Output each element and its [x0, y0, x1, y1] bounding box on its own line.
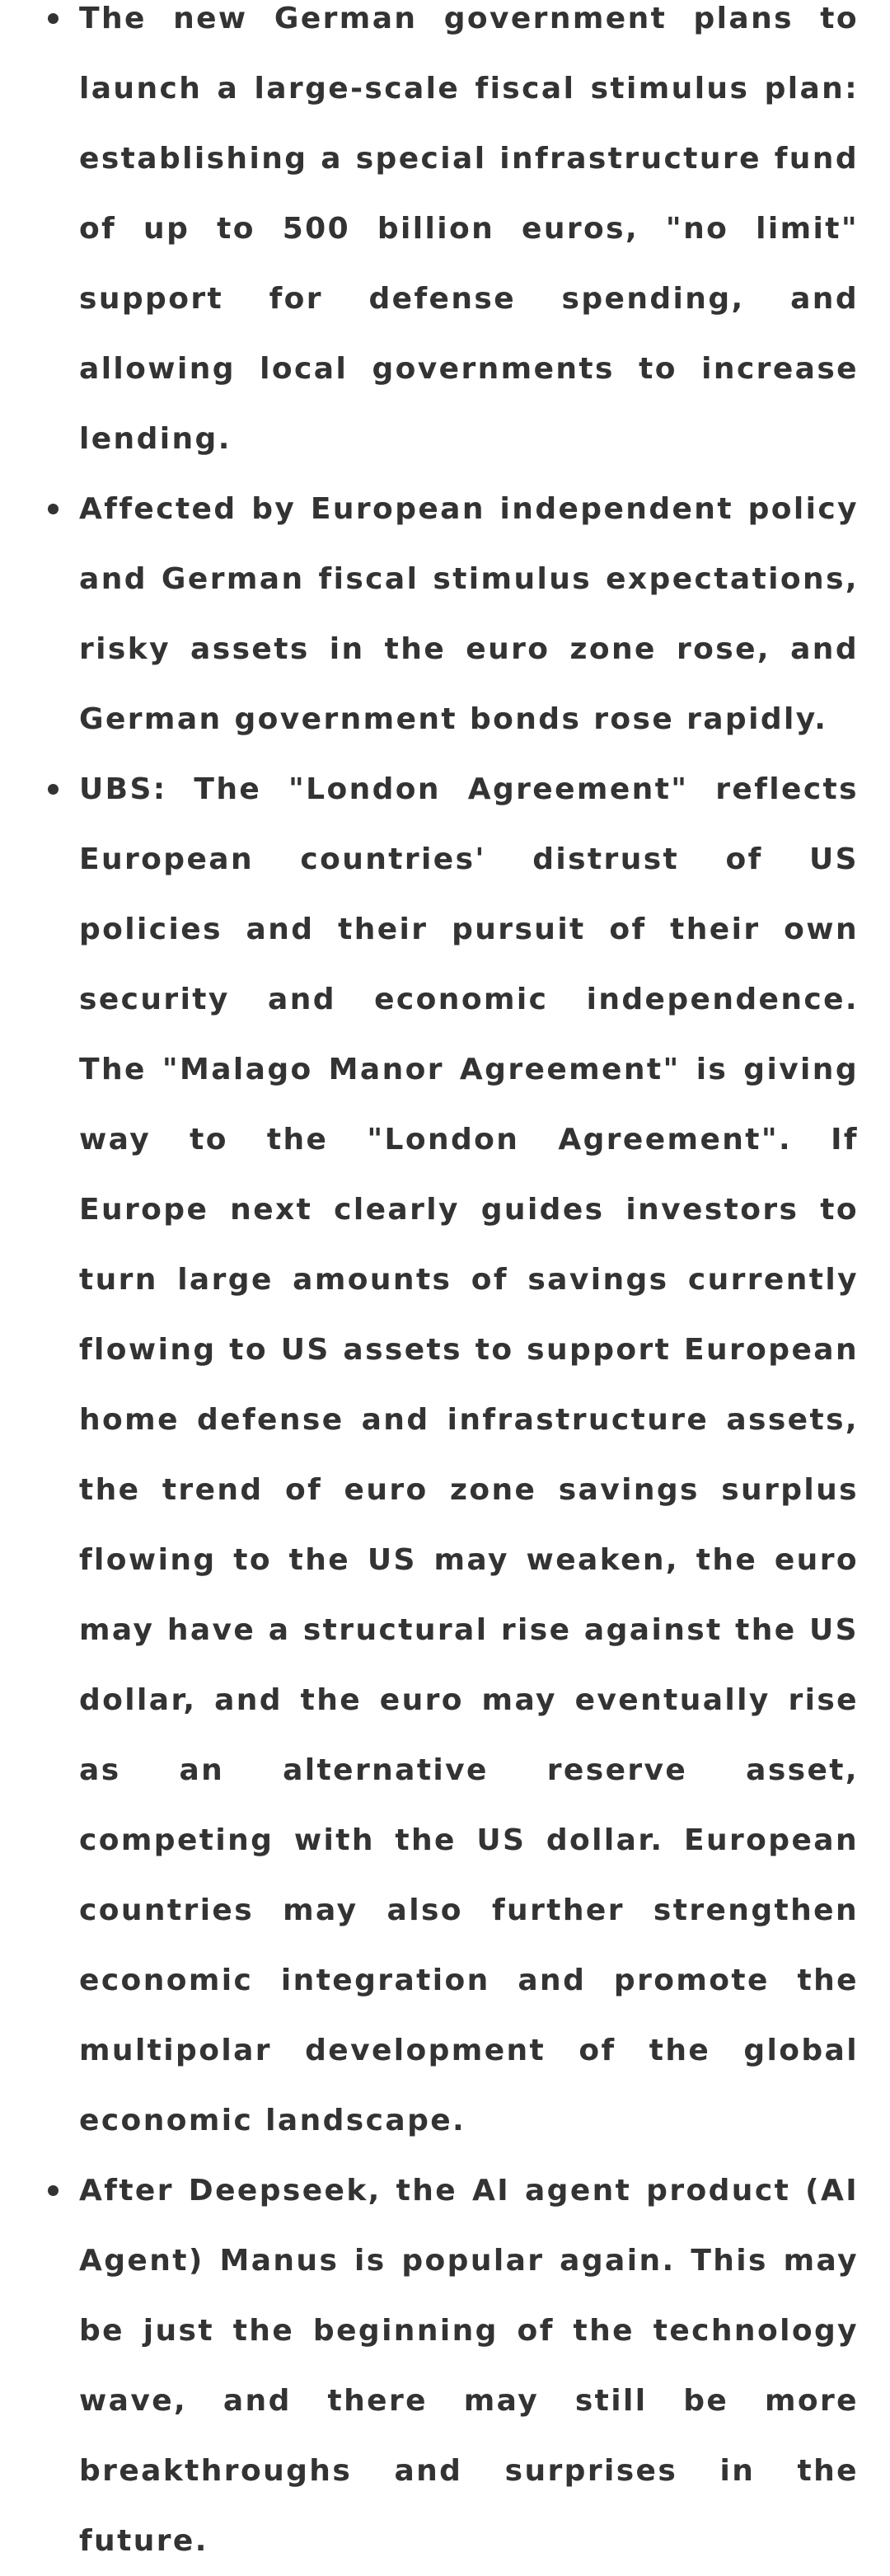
list-item-text: Affected by European independent policy and German fiscal stimulus expectations, risky assets in the euro zone rose, and German government bonds rose rapidly. [79, 492, 859, 736]
list-item-text: UBS: The "London Agreement" reflects European countries' distrust of US policies and their pursuit of their own security and economic independence. The "Malago Manor Agreement" is giving way to the "London Agreement". If Europe next clearly guides investors to turn large amounts of savings currently flowing to US assets to support European home defense and infrastructure assets, the trend of euro zone savings surplus flowing to the US may weaken, the euro may have a structural rise against the US dollar, and the euro may eventually rise as an alternative reserve asset, competing with the US dollar. European countries may also further strengthen economic integration and promote the multipolar development of the global economic landscape. [79, 772, 859, 2137]
bullet-dot-icon [48, 784, 59, 795]
list-item [79, 474, 859, 754]
bullet-dot-icon [48, 13, 59, 24]
list-item [79, 2156, 859, 2576]
list-item [79, 0, 859, 474]
list-item-text: The new German government plans to launch a large-scale fiscal stimulus plan: establishing a special infrastructure fund of up to 500 billion euros, "no limit" support for defense spending, and allowing local governments to increase lending. [79, 2, 859, 456]
list-item [79, 754, 859, 2156]
bullet-dot-icon [48, 504, 59, 514]
list-item-text: After Deepseek, the AI agent product (AI Agent) Manus is popular again. This may be just the beginning of the technology wave, and there may still be more breakthroughs and surprises in the future. [79, 2174, 859, 2558]
bullet-dot-icon [48, 2185, 59, 2196]
